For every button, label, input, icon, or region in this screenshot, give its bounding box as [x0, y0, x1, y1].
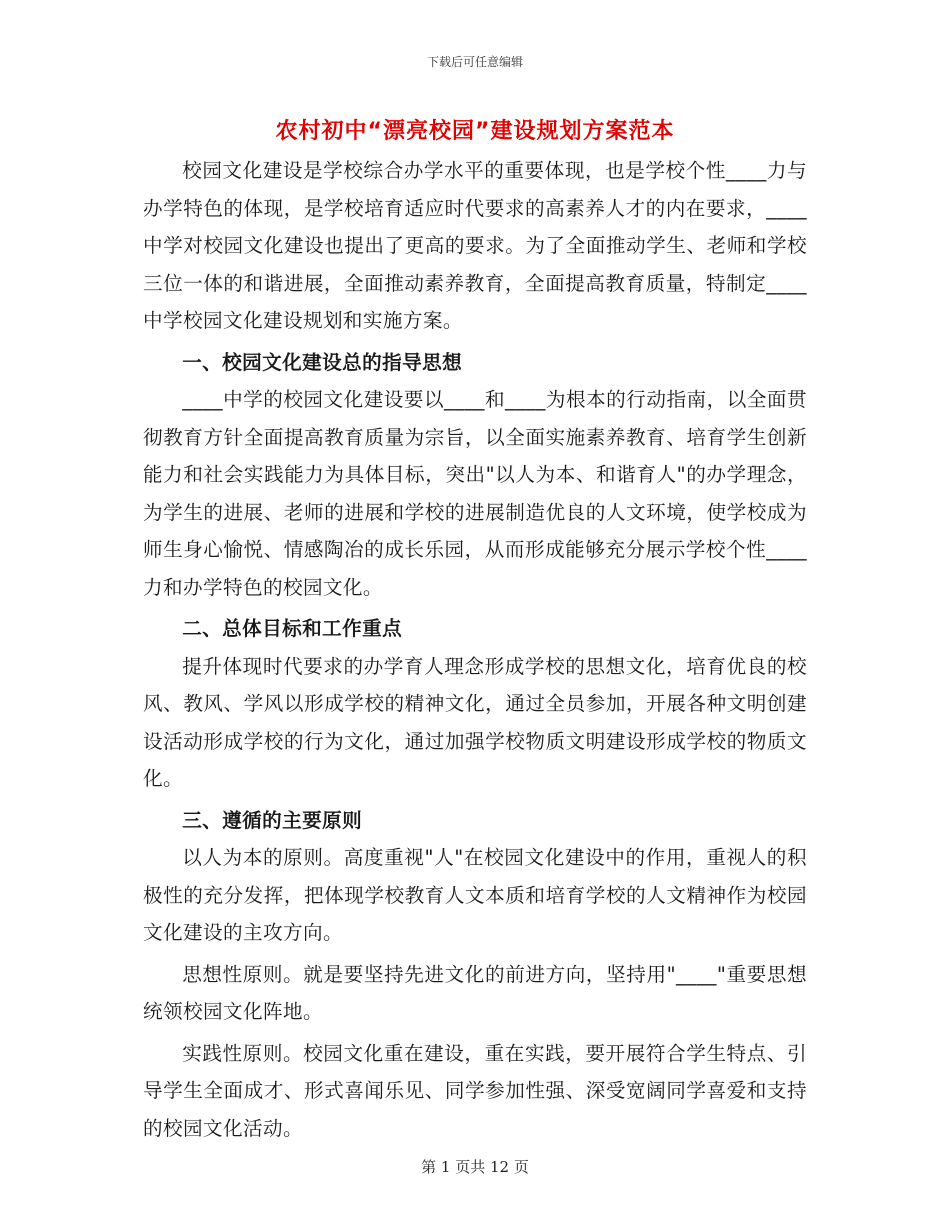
principle-ideological-paragraph: 思想性原则。就是要坚持先进文化的前进方向，坚持用"____"重要思想统领校园文化阵地。 — [143, 962, 807, 1023]
page-number-footer: 第 1 页共 12 页 — [421, 1158, 529, 1176]
document-title: 农村初中“漂亮校园”建设规划方案范本 — [275, 119, 675, 144]
intro-paragraph: 校园文化建设是学校综合办学水平的重要体现，也是学校个性____力与办学特色的体现，是学校培育适应时代要求的高素养人才的内在要求，____中学对校园文化建设也提出了更高的要求。为了全面推动学生、老师和学校三位一体的和谐进展，全面推动素养教育，全面提高教育质量，特制定____中学校园文化建设规划和实施方案。 — [143, 159, 807, 332]
guiding-ideology-paragraph: ____中学的校园文化建设要以____和____为根本的行动指南，以全面贯彻教育方针全面提高教育质量为宗旨，以全面实施素养教育、培育学生创新能力和社会实践能力为具体目标，突出"以人为本、和谐育人"的办学理念，为学生的进展、老师的进展和学校的进展制造优良的人文环境，使学校成为师生身心愉悦、情感陶冶的成长乐园，从而形成能够充分展示学校个性____力和办学特色的校园文化。 — [143, 388, 807, 599]
section-heading-principles: 三、遵循的主要原则 — [182, 808, 363, 832]
principle-practical-paragraph: 实践性原则。校园文化重在建设，重在实践，要开展符合学生特点、引导学生全面成才、形式喜闻乐见、同学参加性强、深受宽阔同学喜爱和支持的校园文化活动。 — [143, 1041, 807, 1140]
principle-people-oriented-paragraph: 以人为本的原则。高度重视"人"在校园文化建设中的作用，重视人的积极性的充分发挥，把体现学校教育人文本质和培育学校的人文精神作为校园文化建设的主攻方向。 — [143, 846, 807, 944]
section-heading-goals: 二、总体目标和工作重点 — [182, 617, 403, 640]
header-note: 下载后可任意编辑 — [426, 55, 523, 69]
document-body — [143, 152, 807, 1147]
goals-paragraph: 提升体现时代要求的办学育人理念形成学校的思想文化，培育优良的校风、教风、学风以形成学校的精神文化，通过全员参加，开展各种文明创建设活动形成学校的行为文化，通过加强学校物质文明建设形成学校的物质文化。 — [143, 654, 807, 790]
section-heading-guiding-ideology: 一、校园文化建设总的指导思想 — [182, 350, 463, 374]
